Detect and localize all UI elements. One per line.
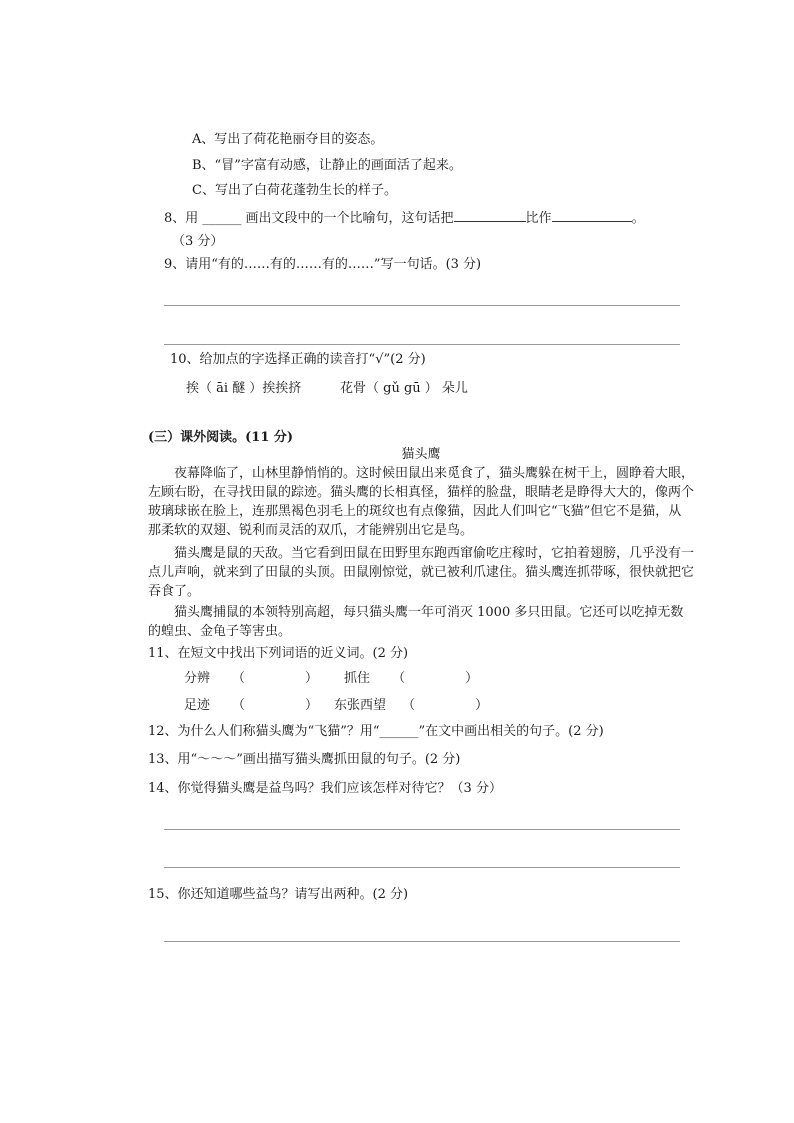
option-a: A、写出了荷花艳丽夺目的姿态。 <box>192 132 384 147</box>
paren-open: （ <box>402 698 416 713</box>
question-11: 11、在短文中找出下列词语的近义词。(2 分) <box>148 646 409 661</box>
passage-paragraph-2: 猫头鹰是鼠的天敌。当它看到田鼠在田野里东跑西窜偷吃庄稼时，它拍着翅膀，几乎没有一点儿声响，就来到了田鼠的头顶。田鼠刚惊觉，就已被利爪逮住。猫头鹰连抓带啄，很快就把它吞食了。 <box>148 546 695 599</box>
paren-close: ） <box>305 671 319 686</box>
question-8 <box>164 209 645 228</box>
answer-line[interactable] <box>164 941 680 942</box>
passage-title: 猫头鹰 <box>401 447 441 462</box>
paren-close: ） <box>465 671 479 686</box>
answer-line[interactable] <box>164 305 680 306</box>
option-c: C、写出了白荷花蓬勃生长的样子。 <box>192 183 397 198</box>
question-10-item-2: 花骨（ gǔ gū ） 朵儿 <box>340 381 468 396</box>
question-15: 15、你还知道哪些益鸟？请写出两种。(2 分) <box>148 887 409 902</box>
passage-paragraph-1: 夜幕降临了，山林里静悄悄的。这时候田鼠出来觅食了，猫头鹰躲在树干上，圆睁着大眼，左顾右盼，在寻找田鼠的踪迹。猫头鹰的长相真怪，猫样的脸盘，眼睛老是睁得大大的，像两个玻璃球嵌在脸上，连那黑褐色羽毛上的斑纹也有点像猫，因此人们叫它“飞猫”但它不是猫，从那柔软的双翅、锐利而灵活的双爪，才能辨别出它是鸟。 <box>148 466 695 538</box>
paren-open: （ <box>392 671 406 686</box>
synonym-word: 分辨 <box>184 671 211 686</box>
synonym-row-2 <box>184 697 488 715</box>
synonym-word: 东张西望 <box>334 698 387 713</box>
answer-line[interactable] <box>164 344 680 345</box>
synonym-word: 抓住 <box>344 671 371 686</box>
question-10: 10、给加点的字选择正确的读音打“√”(2 分) <box>170 352 426 367</box>
paren-open: （ <box>232 698 246 713</box>
paren-close: ） <box>305 698 319 713</box>
paren-open: （ <box>232 671 246 686</box>
paren-close: ） <box>475 698 489 713</box>
passage-paragraph-3: 猫头鹰捕鼠的本领特别高超，每只猫头鹰一年可消灭 1000 多只田鼠。它还可以吃掉无数的蝗虫、金龟子等害虫。 <box>148 605 684 639</box>
answer-blank[interactable] <box>552 209 632 222</box>
question-8-end: 。 <box>631 211 645 226</box>
question-8-mid: 比作 <box>525 211 552 226</box>
question-13: 13、用“～～～”画出描写猫头鹰抓田鼠的句子。(2 分) <box>148 752 461 767</box>
option-b: B、“冒”字富有动感，让静止的画面活了起来。 <box>192 158 462 173</box>
question-8-text: 8、用 ______ 画出文段中的一个比喻句，这句话把 <box>164 211 454 226</box>
synonym-word: 足迹 <box>184 698 211 713</box>
answer-line[interactable] <box>164 829 680 830</box>
question-9: 9、请用“有的……有的……有的……”写一句话。(3 分) <box>164 257 482 272</box>
answer-blank[interactable] <box>454 209 526 222</box>
answer-line[interactable] <box>164 867 680 868</box>
question-14: 14、你觉得猫头鹰是益鸟吗？我们应该怎样对待它？（3 分） <box>148 781 502 796</box>
question-12: 12、为什么人们称猫头鹰为“飞猫”？用“______”在文中画出相关的句子。(2 分) <box>148 724 604 739</box>
question-8-score: （3 分） <box>172 234 224 249</box>
question-10-item-1: 挨（ āi 醚 ）挨挨挤 <box>186 381 302 396</box>
section-heading: (三）课外阅读。(11 分) <box>148 430 294 445</box>
synonym-row-1 <box>184 670 478 688</box>
